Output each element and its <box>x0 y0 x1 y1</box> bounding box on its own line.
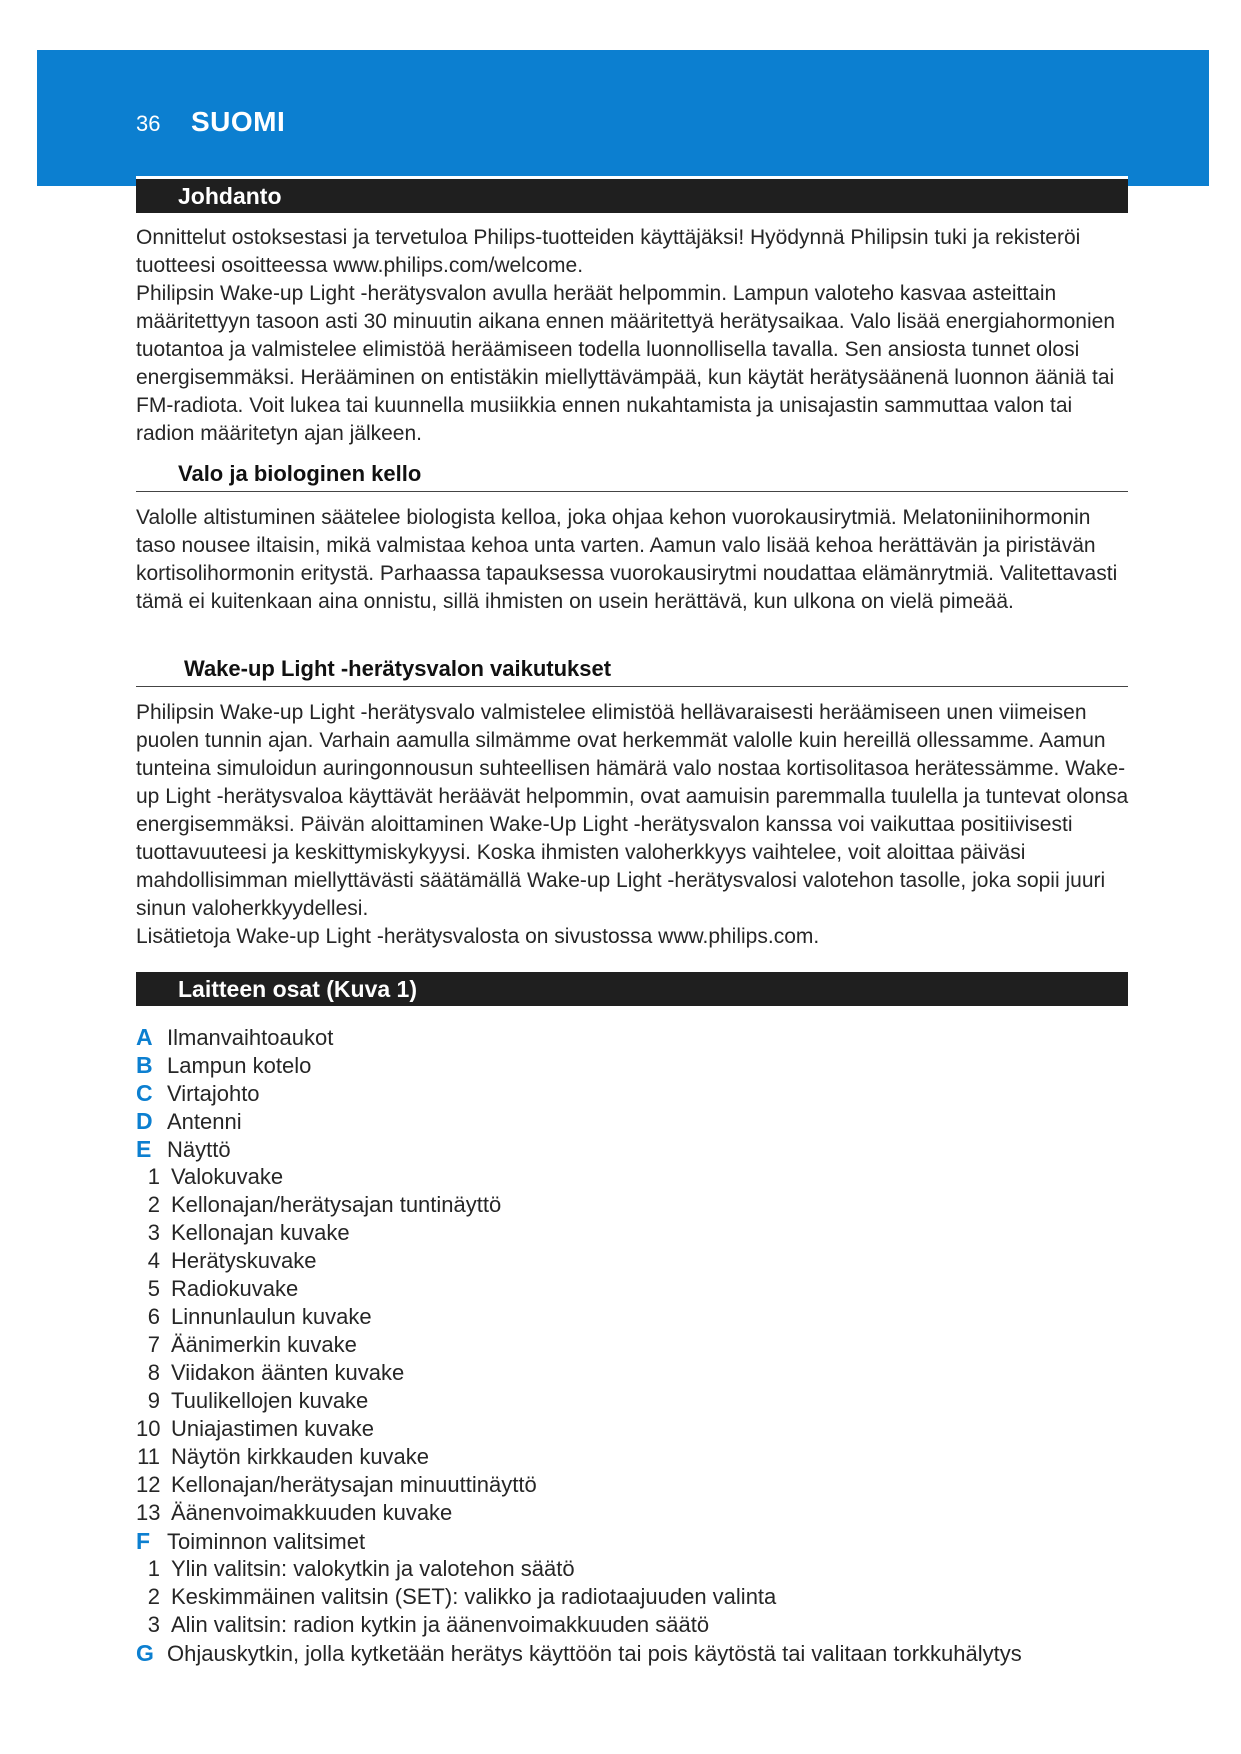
list-item <box>136 1527 1136 1555</box>
list-item <box>136 1639 1136 1667</box>
item-key: F <box>136 1528 151 1554</box>
item-number: 1 <box>147 1164 160 1189</box>
list-item <box>136 1023 1136 1051</box>
list-item <box>136 1219 1136 1247</box>
item-text: Kellonajan kuvake <box>171 1220 350 1245</box>
intro-paragraph-1: Onnittelut ostoksestasi ja tervetuloa Philips-tuotteiden käyttäjäksi! Hyödynnä Philipsin tuki ja rekisteröi tuotteesi osoitteessa www.philips.com/welcome. <box>136 226 1081 277</box>
parts-list <box>136 1023 1136 1667</box>
list-item <box>136 1275 1136 1303</box>
item-number: 8 <box>147 1360 160 1385</box>
item-number: 4 <box>147 1248 160 1273</box>
item-number: 12 <box>136 1472 161 1497</box>
item-text: Näyttö <box>167 1137 231 1162</box>
item-text: Uniajastimen kuvake <box>171 1416 374 1441</box>
item-text: Antenni <box>167 1109 242 1134</box>
section-heading-parts: Laitteen osat (Kuva 1) <box>136 972 1128 1006</box>
subheading-light: Valo ja biologinen kello <box>136 458 1128 492</box>
item-text: Virtajohto <box>167 1081 260 1106</box>
list-item <box>136 1415 1136 1443</box>
item-number: 10 <box>136 1416 161 1441</box>
item-number: 6 <box>147 1304 160 1329</box>
item-text: Toiminnon valitsimet <box>167 1529 366 1554</box>
list-item <box>136 1303 1136 1331</box>
effects-paragraph-2: Lisätietoja Wake-up Light -herätysvalosta on sivustossa www.philips.com. <box>136 925 820 948</box>
list-item <box>136 1107 1136 1135</box>
item-number: 7 <box>147 1332 160 1357</box>
item-text: Keskimmäinen valitsin (SET): valikko ja radiotaajuuden valinta <box>171 1584 777 1609</box>
item-text: Herätyskuvake <box>171 1248 317 1273</box>
item-text: Alin valitsin: radion kytkin ja äänenvoimakkuuden säätö <box>171 1612 710 1637</box>
list-item <box>136 1583 1136 1611</box>
list-item <box>136 1247 1136 1275</box>
list-item <box>136 1191 1136 1219</box>
item-key: E <box>136 1136 152 1162</box>
list-item <box>136 1079 1136 1107</box>
list-item <box>136 1163 1136 1191</box>
effects-paragraph-1: Philipsin Wake-up Light -herätysvalo valmistelee elimistöä hellävaraisesti heräämiseen unen viimeisen puolen tunnin ajan. Varhain aamulla silmämme ovat herkemmät valolle kuin hereillä ollessamme. Aamun tunteina simuloidun auringonnousun suhteellisen hämärä valo nostaa kortisolitasoa herätessämme. Wake-up Light -herätysvaloa käyttävät heräävät helpommin, ovat aamuisin paremmalla tuulella ja tuntevat olonsa energisemmäksi. Päivän aloittaminen Wake-Up Light -herätysvalon kanssa voi vaikuttaa positiivisesti tuottavuuteesi ja keskittymiskykyysi. Koska ihmisten valoherkkyys vaihtelee, voit aloittaa päiväsi mahdollisimman miellyttävästi säätämällä Wake-up Light -herätysvalosi valotehon tasolle, joka sopii juuri sinun valoherkkyydellesi. <box>136 701 1129 920</box>
item-text: Ohjauskytkin, jolla kytketään herätys käyttöön tai pois käytöstä tai valitaan torkkuhälytys <box>167 1641 1022 1666</box>
list-item <box>136 1443 1136 1471</box>
item-text: Lampun kotelo <box>167 1053 312 1078</box>
item-text: Linnunlaulun kuvake <box>171 1304 372 1329</box>
item-number: 1 <box>147 1556 160 1581</box>
list-item <box>136 1135 1136 1163</box>
language-title: SUOMI <box>191 106 286 137</box>
item-text: Radiokuvake <box>171 1276 299 1301</box>
item-text: Näytön kirkkauden kuvake <box>171 1444 430 1469</box>
item-text: Äänenvoimakkuuden kuvake <box>171 1500 453 1525</box>
item-number: 3 <box>147 1612 160 1637</box>
intro-paragraph-2: Philipsin Wake-up Light -herätysvalon avulla heräät helpommin. Lampun valoteho kasvaa asteittain määritettyyn tasoon asti 30 minuutin aikana ennen määritettyä herätysaikaa. Valo lisää energiahormonien tuotantoa ja valmistelee elimistöä heräämiseen todella luonnollisella tavalla. Sen ansiosta tunnet olosi energisemmäksi. Herääminen on entistäkin miellyttävämpää, kun käytät herätysäänenä luonnon ääniä tai FM-radiota. Voit lukea tai kuunnella musiikkia ennen nukahtamista ja unisajastin sammuttaa valon tai radion määritetyn ajan jälkeen. <box>136 282 1116 445</box>
item-text: Äänimerkin kuvake <box>171 1332 357 1357</box>
list-item <box>136 1359 1136 1387</box>
item-text: Ilmanvaihtoaukot <box>167 1025 334 1050</box>
item-text: Ylin valitsin: valokytkin ja valotehon säätö <box>171 1556 575 1581</box>
subheading-effects: Wake-up Light -herätysvalon vaikutukset <box>136 653 1128 687</box>
list-item <box>136 1499 1136 1527</box>
item-key: G <box>136 1640 154 1666</box>
page-number: 36 <box>136 111 161 136</box>
item-key: C <box>136 1080 153 1106</box>
item-number: 11 <box>137 1444 160 1469</box>
item-text: Kellonajan/herätysajan tuntinäyttö <box>171 1192 502 1217</box>
list-item <box>136 1331 1136 1359</box>
item-number: 2 <box>147 1584 160 1609</box>
section-heading-intro: Johdanto <box>136 179 1128 213</box>
list-item <box>136 1051 1136 1079</box>
list-item <box>136 1611 1136 1639</box>
item-text: Valokuvake <box>171 1164 284 1189</box>
item-number: 3 <box>147 1220 160 1245</box>
item-number: 9 <box>147 1388 160 1413</box>
item-key: B <box>136 1052 153 1078</box>
item-text: Kellonajan/herätysajan minuuttinäyttö <box>171 1472 537 1497</box>
list-item <box>136 1387 1136 1415</box>
item-number: 2 <box>147 1192 160 1217</box>
list-item <box>136 1471 1136 1499</box>
item-key: A <box>136 1024 153 1050</box>
item-text: Viidakon äänten kuvake <box>171 1360 405 1385</box>
item-key: D <box>136 1108 153 1134</box>
list-item <box>136 1555 1136 1583</box>
item-text: Tuulikellojen kuvake <box>171 1388 369 1413</box>
item-number: 13 <box>136 1500 161 1525</box>
light-paragraph: Valolle altistuminen säätelee biologista kelloa, joka ohjaa kehon vuorokausirytmiä. Melatoniinihormonin taso nousee iltaisin, mikä valmistaa kehoa unta varten. Aamun valo lisää kehoa herättävän ja piristävän kortisolihormonin eritystä. Parhaassa tapauksessa vuorokausirytmi noudattaa elämänrytmiä. Valitettavasti tämä ei kuitenkaan aina onnistu, sillä ihmisten on usein herättävä, kun ulkona on vielä pimeää. <box>136 506 1118 613</box>
item-number: 5 <box>147 1276 160 1301</box>
